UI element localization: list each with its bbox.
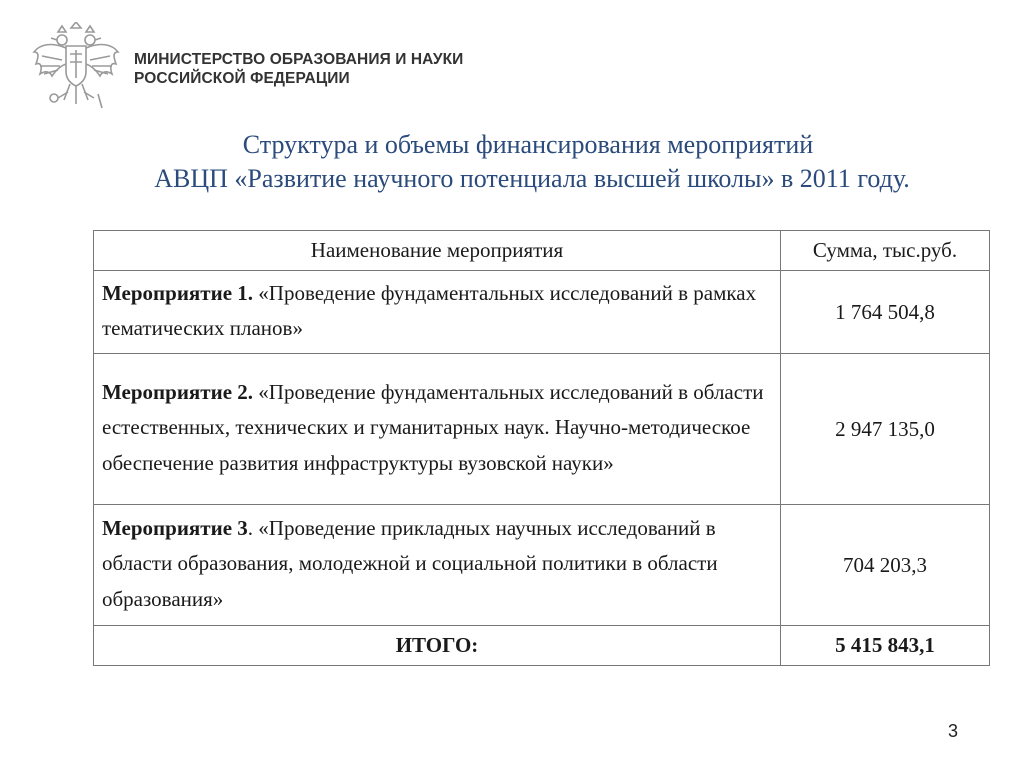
double-headed-eagle-emblem-icon	[30, 22, 122, 110]
slide-title	[0, 128, 1024, 196]
event-description: «Проведение фундаментальных исследований в области естественных, технических и гуманитарных наук. Научно-методическое обеспечение развития инфраструктуры вузовской науки»	[102, 379, 764, 475]
event-sum: 2 947 135,0	[781, 354, 990, 505]
table-header-row	[94, 231, 990, 271]
event-sum: 1 764 504,8	[781, 271, 990, 354]
ministry-name-line1: МИНИСТЕРСТВО ОБРАЗОВАНИЯ И НАУКИ	[134, 51, 464, 68]
ministry-name	[134, 50, 534, 88]
event-name-cell	[94, 354, 781, 505]
event-name-cell	[94, 505, 781, 626]
slide-title-line2: АВЦП «Развитие научного потенциала высшей школы» в 2011 году.	[154, 164, 910, 193]
event-label: Мероприятие 1.	[102, 280, 254, 305]
event-name-cell	[94, 271, 781, 354]
event-description: «Проведение фундаментальных исследований в рамках тематических планов»	[102, 280, 757, 340]
table-row	[94, 505, 990, 626]
header-sum: Сумма, тыс.руб.	[781, 231, 990, 271]
ministry-name-line2: РОССИЙСКОЙ ФЕДЕРАЦИИ	[134, 70, 350, 87]
slide-title-line1: Структура и объемы финансирования мероприятий	[242, 130, 814, 159]
table-row	[94, 271, 990, 354]
funding-table	[93, 230, 990, 666]
header-name: Наименование мероприятия	[94, 231, 781, 271]
table-total-row	[94, 626, 990, 666]
table-row	[94, 354, 990, 505]
event-label: Мероприятие 2.	[102, 379, 254, 404]
page-number: 3	[948, 721, 959, 741]
total-label: ИТОГО:	[94, 626, 781, 666]
event-sum: 704 203,3	[781, 505, 990, 626]
event-label: Мероприятие 3	[102, 515, 248, 540]
event-description: . «Проведение прикладных научных исследований в области образования, молодежной и социальной политики в области образования»	[102, 515, 718, 611]
total-sum: 5 415 843,1	[781, 626, 990, 666]
